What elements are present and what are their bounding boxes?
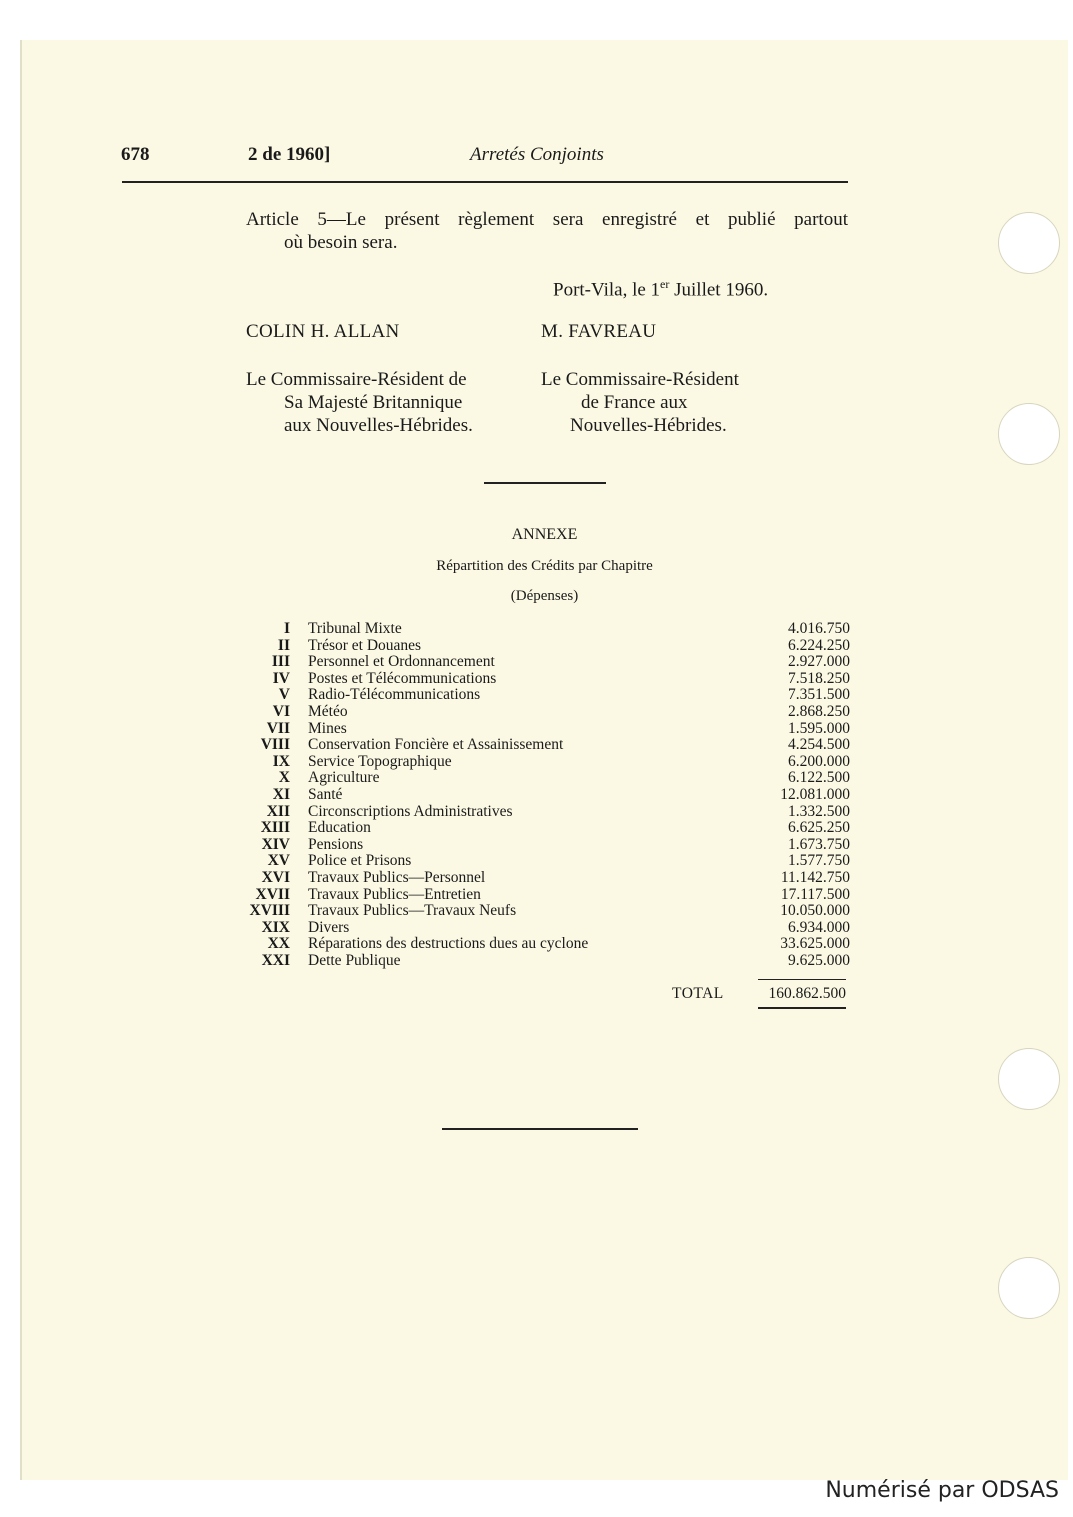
chapter-amount: 1.673.750	[788, 835, 850, 853]
chapter-label: Trésor et Douanes	[308, 636, 422, 654]
chapter-number: XXI	[261, 951, 290, 969]
table-row	[236, 804, 850, 821]
date-superscript: er	[660, 277, 670, 291]
table-row	[236, 887, 850, 904]
date-prefix: Port-Vila, le 1	[553, 279, 661, 301]
digitization-credit: Numérisé par ODSAS	[825, 1478, 1059, 1503]
chapter-amount: 10.050.000	[780, 902, 850, 920]
chapter-number: VI	[272, 702, 290, 720]
article-line-1: Article 5—Le présent règlement sera enregistré et publié partout	[246, 209, 848, 230]
place-date	[553, 277, 768, 301]
page-number: 678	[121, 144, 150, 165]
chapter-number: XVIII	[249, 902, 290, 920]
chapter-label: Education	[308, 819, 371, 837]
table-row	[236, 721, 850, 738]
chapter-amount: 1.577.750	[788, 852, 850, 870]
chapter-number: X	[278, 769, 290, 787]
table-row	[236, 820, 850, 837]
chapter-amount: 33.625.000	[780, 935, 850, 953]
chapter-amount: 1.332.500	[788, 802, 850, 820]
signatory-right-name: M. FAVREAU	[541, 321, 657, 342]
table-row	[236, 638, 850, 655]
table-row	[236, 853, 850, 870]
table-row	[236, 754, 850, 771]
chapter-amount: 6.934.000	[788, 918, 850, 936]
chapter-label: Police et Prisons	[308, 852, 412, 870]
budget-table	[236, 621, 850, 969]
chapter-amount: 6.224.250	[788, 636, 850, 654]
chapter-label: Postes et Télécommunications	[308, 669, 497, 687]
chapter-number: XV	[267, 852, 290, 870]
chapter-amount: 17.117.500	[780, 885, 850, 903]
table-row	[236, 687, 850, 704]
table-row	[236, 621, 850, 638]
chapter-label: Circonscriptions Administratives	[308, 802, 513, 820]
signatory-right-line-2: de France aux	[581, 392, 688, 413]
chapter-number: XIII	[260, 819, 290, 837]
running-title: Arretés Conjoints	[470, 144, 604, 165]
chapter-amount: 11.142.750	[780, 868, 850, 886]
table-row	[236, 903, 850, 920]
article-line-2: où besoin sera.	[284, 232, 398, 253]
chapter-label: Service Topographique	[308, 752, 452, 770]
chapter-amount: 4.016.750	[788, 620, 850, 637]
chapter-label: Agriculture	[308, 769, 380, 787]
date-suffix: Juillet 1960.	[669, 279, 769, 301]
chapter-label: Divers	[308, 918, 350, 936]
signatory-right-title	[541, 368, 739, 437]
chapter-amount: 2.927.000	[788, 653, 850, 671]
section-divider	[484, 482, 606, 484]
annex-subtitle: Répartition des Crédits par Chapitre	[436, 558, 653, 574]
sum-rule	[758, 979, 846, 980]
chapter-number: XII	[266, 802, 290, 820]
chapter-amount: 6.122.500	[788, 769, 850, 787]
chapter-number: XX	[267, 935, 290, 953]
chapter-label: Météo	[308, 702, 348, 720]
signatory-left-title	[246, 368, 473, 437]
binder-hole	[998, 1048, 1060, 1110]
chapter-number: XVI	[261, 868, 290, 886]
chapter-number: IX	[272, 752, 290, 770]
chapter-number: IV	[272, 669, 290, 687]
chapter-label: Tribunal Mixte	[308, 620, 402, 637]
header-rule	[122, 181, 848, 183]
signatory-left-line-3: aux Nouvelles-Hébrides.	[284, 415, 473, 436]
total-rule	[758, 1007, 846, 1009]
chapter-amount: 7.518.250	[788, 669, 850, 687]
table-row	[236, 671, 850, 688]
chapter-label: Travaux Publics—Personnel	[308, 868, 486, 886]
chapter-amount: 4.254.500	[788, 736, 850, 754]
total-amount: 160.862.500	[768, 985, 846, 1002]
table-row	[236, 770, 850, 787]
chapter-number: VIII	[260, 736, 290, 754]
binder-hole	[998, 212, 1060, 274]
chapter-number: II	[277, 636, 290, 654]
table-row	[236, 953, 850, 970]
signatory-left-name: COLIN H. ALLAN	[246, 321, 400, 342]
chapter-label: Santé	[308, 785, 343, 803]
chapter-label: Pensions	[308, 835, 364, 853]
table-row	[236, 936, 850, 953]
table-row	[236, 920, 850, 937]
table-row	[236, 837, 850, 854]
chapter-amount: 6.625.250	[788, 819, 850, 837]
chapter-number: V	[278, 686, 290, 704]
page-reference: 2 de 1960]	[248, 144, 331, 165]
table-row	[236, 870, 850, 887]
chapter-amount: 7.351.500	[788, 686, 850, 704]
chapter-amount: 12.081.000	[780, 785, 850, 803]
chapter-amount: 2.868.250	[788, 702, 850, 720]
chapter-number: XI	[272, 785, 290, 803]
chapter-number: XIX	[261, 918, 290, 936]
table-row	[236, 704, 850, 721]
signatory-right-line-3: Nouvelles-Hébrides.	[570, 415, 727, 436]
chapter-number: III	[271, 653, 290, 671]
chapter-number: XIV	[261, 835, 290, 853]
chapter-label: Conservation Foncière et Assainissement	[308, 736, 564, 754]
chapter-number: VII	[266, 719, 290, 737]
article-5	[246, 208, 848, 254]
chapter-number: I	[283, 620, 290, 637]
chapter-amount: 6.200.000	[788, 752, 850, 770]
binder-hole	[998, 403, 1060, 465]
chapter-label: Travaux Publics—Travaux Neufs	[308, 902, 517, 920]
chapter-amount: 9.625.000	[788, 951, 850, 969]
chapter-label: Radio-Télécommunications	[308, 686, 481, 704]
binder-hole	[998, 1257, 1060, 1319]
table-row	[236, 737, 850, 754]
total-label: TOTAL	[672, 985, 724, 1002]
chapter-number: XVII	[255, 885, 290, 903]
signatory-left-line-2: Sa Majesté Britannique	[284, 392, 463, 413]
chapter-label: Réparations des destructions dues au cyclone	[308, 935, 589, 953]
chapter-label: Dette Publique	[308, 951, 401, 969]
chapter-amount: 1.595.000	[788, 719, 850, 737]
end-divider	[442, 1128, 638, 1130]
table-row	[236, 787, 850, 804]
signatory-left-line-1: Le Commissaire-Résident de	[246, 369, 467, 390]
annex-subsubtitle: (Dépenses)	[510, 588, 579, 604]
signatory-right-line-1: Le Commissaire-Résident	[541, 369, 739, 390]
chapter-label: Personnel et Ordonnancement	[308, 653, 495, 671]
chapter-label: Mines	[308, 719, 347, 737]
annex-title: ANNEXE	[511, 526, 578, 543]
chapter-label: Travaux Publics—Entretien	[308, 885, 481, 903]
table-row	[236, 654, 850, 671]
